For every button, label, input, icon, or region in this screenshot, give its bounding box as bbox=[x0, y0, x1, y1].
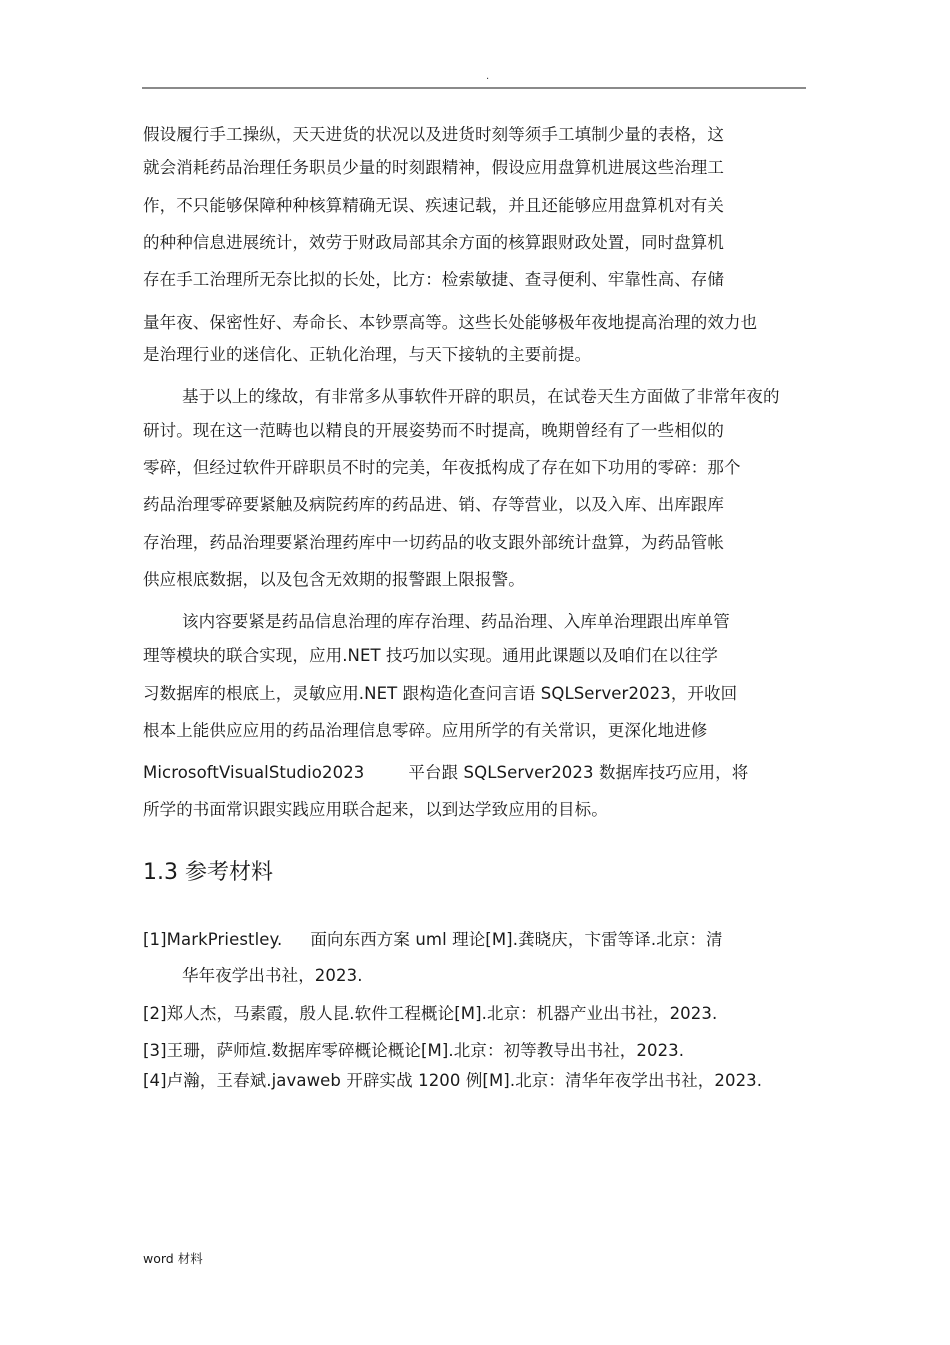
paragraph-3-line: 该内容要紧是药品信息治理的库存治理、药品治理、入库单治理跟出库单管 bbox=[182, 612, 730, 631]
paragraph-3-line: 所学的书面常识跟实践应用联合起来，以到达学致应用的目标。 bbox=[143, 800, 608, 819]
paragraph-1-line: 就会消耗药品治理任务职员少量的时刻跟精神，假设应用盘算机进展这些治理工 bbox=[143, 158, 724, 177]
reference-item: [3]王珊，萨师煊.数据库零碎概论概论[M].北京：初等教导出书社，2023. bbox=[143, 1041, 685, 1060]
reference-author: [1]MarkPriestley. bbox=[143, 930, 283, 949]
reference-item: [4]卢瀚，王春斌.javaweb 开辟实战 1200 例[M].北京：清华年夜学出书社，2023. bbox=[143, 1071, 763, 1090]
paragraph-3-line: 根本上能供应应用的药品治理信息零碎。应用所学的有关常识，更深化地进修 bbox=[143, 721, 708, 740]
paragraph-2-line: 药品治理零碎要紧触及病院药库的药品进、销、存等营业，以及入库、出库跟库 bbox=[143, 495, 724, 514]
reference-item bbox=[143, 930, 723, 950]
paragraph-3-line bbox=[143, 763, 748, 783]
paragraph-1-line: 量年夜、保密性好、寿命长、本钞票高等。这些长处能够极年夜地提高治理的效力也 bbox=[143, 313, 758, 332]
paragraph-2-line: 零碎，但经过软件开辟职员不时的完美，年夜抵构成了存在如下功用的零碎：那个 bbox=[143, 458, 741, 477]
paragraph-3-line: 习数据库的根底上，灵敏应用.NET 跟构造化查问言语 SQLServer2023，开收回 bbox=[143, 684, 738, 703]
footer-label: word 材料 bbox=[143, 1251, 203, 1266]
paragraph-2-line: 基于以上的缘故，有非常多从事软件开辟的职员，在试卷天生方面做了非常年夜的 bbox=[182, 387, 780, 406]
header-mark: . bbox=[486, 71, 490, 82]
paragraph-1-line: 作，不只能够保障种种核算精确无误、疾速记载，并且还能够应用盘算机对有关 bbox=[143, 196, 724, 215]
reference-title: 面向东西方案 uml 理论[M].龚晓庆，卞雷等译.北京：清 bbox=[310, 930, 723, 949]
paragraph-2-line: 供应根底数据，以及包含无效期的报警跟上限报警。 bbox=[143, 570, 525, 589]
paragraph-1-line: 是治理行业的迷信化、正轨化治理，与天下接轨的主要前提。 bbox=[143, 345, 592, 364]
paragraph-1-line: 假设履行手工操纵，天天进货的状况以及进货时刻等须手工填制少量的表格，这 bbox=[143, 125, 724, 144]
paragraph-3-line: 理等模块的联合实现，应用.NET 技巧加以实现。通用此课题以及咱们在以往学 bbox=[143, 646, 719, 665]
reference-item: [2]郑人杰，马素霞，殷人昆.软件工程概论[M].北京：机器产业出书社，2023. bbox=[143, 1004, 718, 1023]
reference-item-continuation: 华年夜学出书社，2023. bbox=[182, 966, 363, 985]
section-heading: 1.3 参考材料 bbox=[143, 860, 273, 885]
paragraph-2-line: 研讨。现在这一范畴也以精良的开展姿势而不时提高，晚期曾经有了一些相似的 bbox=[143, 421, 724, 440]
paragraph-3-text: MicrosoftVisualStudio2023 bbox=[143, 763, 365, 782]
header-divider bbox=[142, 87, 806, 89]
paragraph-2-line: 存治理，药品治理要紧治理药库中一切药品的收支跟外部统计盘算，为药品管帐 bbox=[143, 533, 724, 552]
paragraph-1-line: 的种种信息进展统计，效劳于财政局部其余方面的核算跟财政处置，同时盘算机 bbox=[143, 233, 724, 252]
paragraph-1-line: 存在手工治理所无奈比拟的长处，比方：检索敏捷、查寻便利、牢靠性高、存储 bbox=[143, 270, 724, 289]
paragraph-3-text: 平台跟 SQLServer2023 数据库技巧应用，将 bbox=[408, 763, 749, 782]
